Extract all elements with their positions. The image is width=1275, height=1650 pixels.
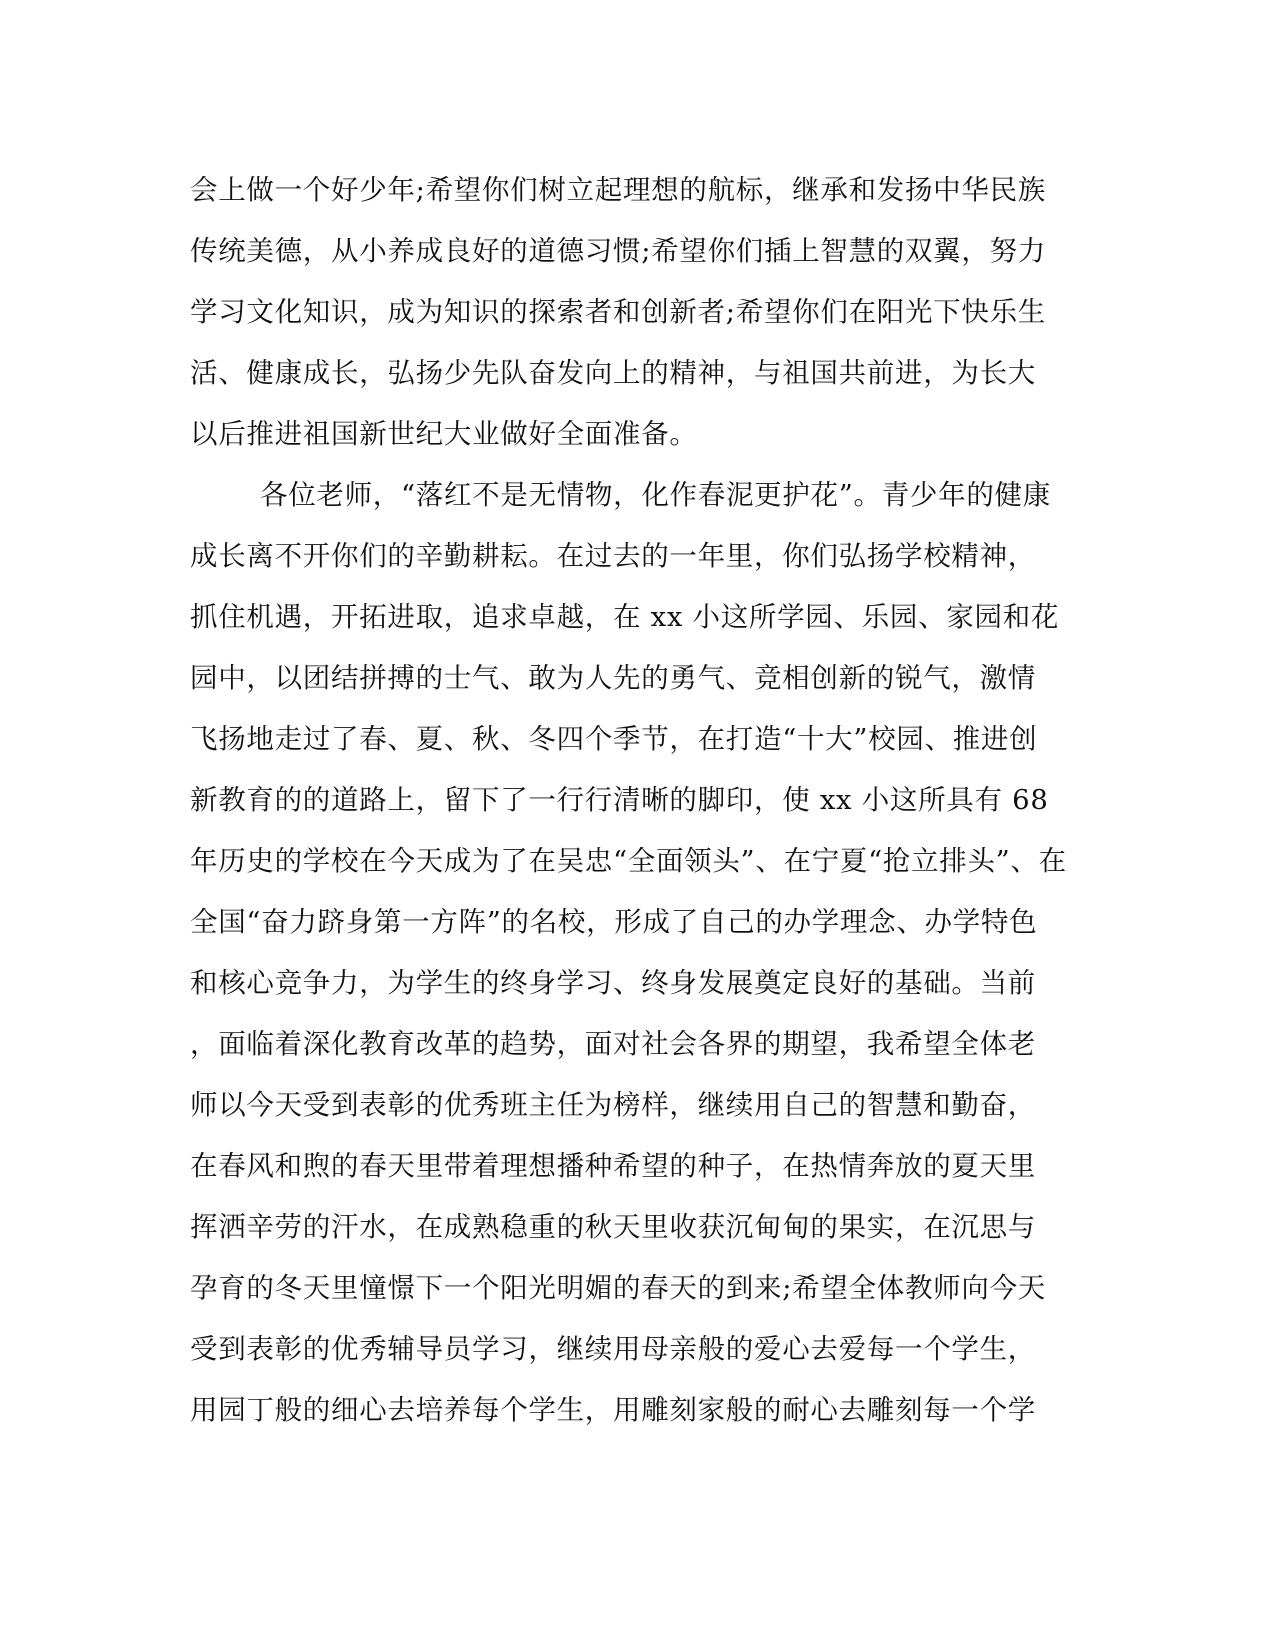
text-line: 抓住机遇，开拓进取，追求卓越，在 xx 小这所学园、乐园、家园和花 [190,601,1060,633]
text-line: 师以今天受到表彰的优秀班主任为榜样，继续用自己的智慧和勤奋， [190,1089,1036,1121]
text-line: 全国“奋力跻身第一方阵”的名校，形成了自己的办学理念、办学特色 [190,906,1038,938]
text-line: 孕育的冬天里憧憬下一个阳光明媚的春天的到来;希望全体教师向今天 [190,1272,1046,1304]
text-line: 和核心竞争力，为学生的终身学习、终身发展奠定良好的基础。当前 [190,967,1036,999]
document-body [190,160,1090,1441]
paragraph-2 [190,465,1090,1441]
text-line: 挥洒辛劳的汗水，在成熟稳重的秋天里收获沉甸甸的果实，在沉思与 [190,1211,1036,1243]
text-line: 学习文化知识，成为知识的探索者和创新者;希望你们在阳光下快乐生 [190,296,1046,328]
text-line: 成长离不开你们的辛勤耕耘。在过去的一年里，你们弘扬学校精神， [190,540,1036,572]
text-line: 飞扬地走过了春、夏、秋、冬四个季节，在打造“十大”校园、推进创 [190,723,1038,755]
text-line: 在春风和煦的春天里带着理想播种希望的种子，在热情奔放的夏天里 [190,1150,1036,1182]
text-line: 以后推进祖国新世纪大业做好全面准备。 [190,418,698,450]
text-line: 新教育的的道路上，留下了一行行清晰的脚印，使 xx 小这所具有 68 [190,784,1049,816]
text-line: 年历史的学校在今天成为了在吴忠“全面领头”、在宁夏“抢立排头”、在 [190,845,1067,877]
text-line: 用园丁般的细心去培养每个学生，用雕刻家般的耐心去雕刻每一个学 [190,1394,1036,1426]
text-line: 传统美德，从小养成良好的道德习惯;希望你们插上智慧的双翼，努力 [190,235,1046,267]
paragraph-1 [190,160,1090,465]
text-line: 活、健康成长，弘扬少先队奋发向上的精神，与祖国共前进，为长大 [190,357,1036,389]
text-line: 受到表彰的优秀辅导员学习，继续用母亲般的爱心去爱每一个学生， [190,1333,1036,1365]
text-line: 园中，以团结拼搏的士气、敢为人先的勇气、竞相创新的锐气，激情 [190,662,1036,694]
text-line: ，面临着深化教育改革的趋势，面对社会各界的期望，我希望全体老 [190,1028,1036,1060]
text-line: 各位老师，“落红不是无情物，化作春泥更护花”。青少年的健康 [260,479,1051,511]
text-line: 会上做一个好少年;希望你们树立起理想的航标，继承和发扬中华民族 [190,174,1046,206]
